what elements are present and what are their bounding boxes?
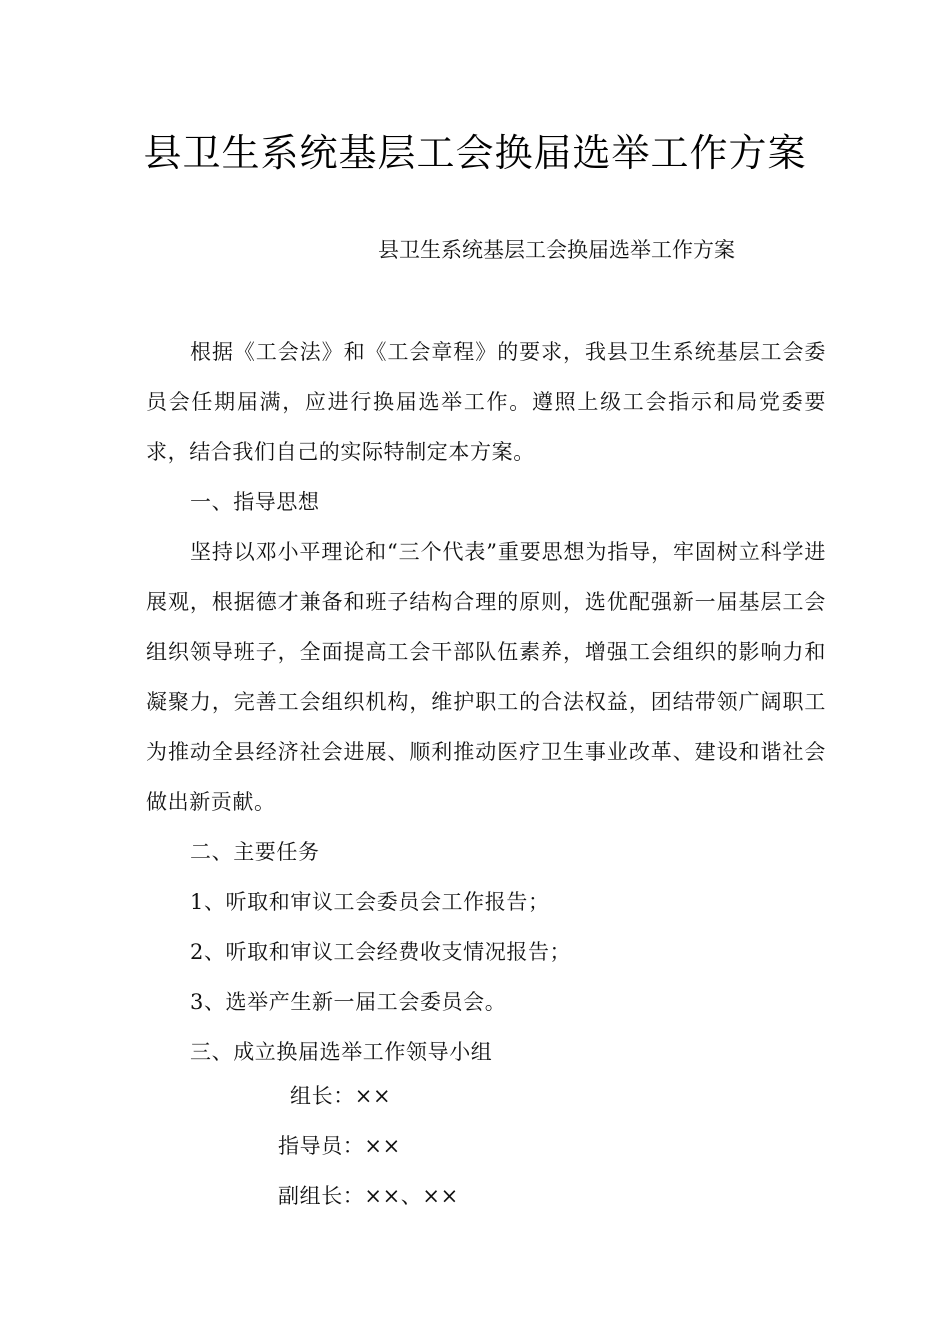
member-group-leader: 组长：×× (290, 1084, 392, 1108)
document-body (146, 327, 826, 1077)
section-heading-guiding-ideology: 一、指导思想 (190, 490, 320, 514)
document-title: 县卫生系统基层工会换届选举工作方案 (143, 131, 807, 175)
guiding-ideology-paragraph: 坚持以邓小平理论和“三个代表”重要思想为指导，牢固树立科学进展观，根据德才兼备和班子结构合理的原则，选优配强新一届基层工会组织领导班子，全面提高工会干部队伍素养，增强工会组织的影响力和凝聚力，完善工会组织机构，维护职工的合法权益，团结带领广阔职工为推动全县经济社会进展、顺利推动医疗卫生事业改革、建设和谐社会做出新贡献。 (146, 540, 826, 814)
intro-paragraph: 根据《工会法》和《工会章程》的要求，我县卫生系统基层工会委员会任期届满，应进行换届选举工作。遵照上级工会指示和局党委要求，结合我们自己的实际特制定本方案。 (146, 340, 826, 464)
task-item-1: 1、听取和审议工会委员会工作报告； (190, 890, 550, 914)
member-deputy-leader: 副组长：××、×× (278, 1184, 459, 1208)
section-heading-leadership-group: 三、成立换届选举工作领导小组 (190, 1040, 493, 1064)
section-heading-main-tasks: 二、主要任务 (190, 840, 320, 864)
document-subtitle: 县卫生系统基层工会换届选举工作方案 (378, 238, 735, 262)
member-instructor: 指导员：×× (278, 1134, 401, 1158)
task-item-3: 3、选举产生新一届工会委员会。 (190, 990, 507, 1014)
task-item-2: 2、听取和审议工会经费收支情况报告； (190, 940, 572, 964)
